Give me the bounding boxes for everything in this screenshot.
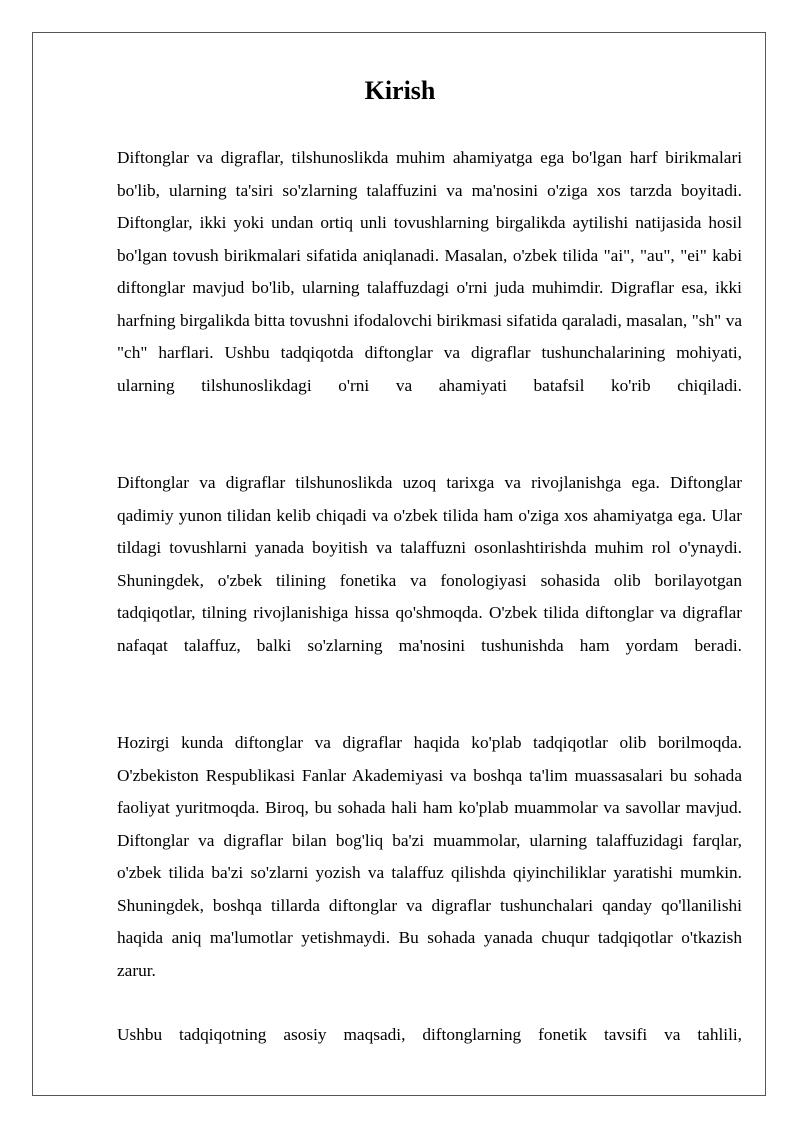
page-title: Kirish [364, 76, 436, 105]
paragraph-history: Diftonglar va digraflar tilshunoslikda uzoq tarixga va rivojlanishga ega. Diftonglar qadimiy yunon tilidan kelib chiqadi va o'zbek tilida ham o'ziga xos ahamiyatga ega. Ular tildagi tovushlarni yanada boyitish va talaffuzni osonlashtirishda muhim rol o'ynaydi. Shuningdek, o'zbek tilining fonetika va fonologiyasi sohasida olib borilayotgan tadqiqotlar, tilning rivojlanishiga hissa qo'shmoqda. O'zbek tilida diftonglar va digraflar nafaqat talaffuz, balki so'zlarning ma'nosini tushunishda ham yordam beradi. [117, 473, 742, 655]
paragraph-intro: Diftonglar va digraflar, tilshunoslikda muhim ahamiyatga ega bo'lgan harf birikmalari bo'lib, ularning ta'siri so'zlarning talaffuzini va ma'nosini o'ziga xos tarzda boyitadi. Diftonglar, ikki yoki undan ortiq unli tovushlarning birgalikda aytilishi natijasida hosil bo'lgan tovush birikmalari sifatida aniqlanadi. Masalan, o'zbek tilida "ai", "au", "ei" kabi diftonglar mavjud bo'lib, ularning talaffuzdagi o'rni juda muhimdir. Digraflar esa, ikki harfning birgalikda bitta tovushni ifodalovchi birikmasi sifatida qaraladi, masalan, "sh" va "ch" harflari. Ushbu tadqiqotda diftonglar va digraflar tushunchalarining mohiyati, ularning tilshunoslikdagi o'rni va ahamiyati batafsil ko'rib chiqiladi. [117, 148, 742, 395]
paragraph-aim: Ushbu tadqiqotning asosiy maqsadi, diftonglarning fonetik tavsifi va tahlili, [117, 1025, 742, 1044]
paragraph-current-research: Hozirgi kunda diftonglar va digraflar haqida ko'plab tadqiqotlar olib borilmoqda. O'zbekiston Respublikasi Fanlar Akademiyasi va boshqa ta'lim muassasalari bu sohada faoliyat yuritmoqda. Biroq, bu sohada hali ham ko'plab muammolar va savollar mavjud. Diftonglar va digraflar bilan bog'liq ba'zi muammolar, ularning talaffuzidagi farqlar, o'zbek tilida ba'zi so'zlarni yozish va talaffuz qilishda qiyinchiliklar yaratishi mumkin. Shuningdek, boshqa tillarda diftonglar va digraflar tushunchalari qanday qo'llanilishi haqida aniq ma'lumotlar yetishmaydi. Bu sohada yanada chuqur tadqiqotlar o'tkazish zarur. [117, 733, 742, 980]
